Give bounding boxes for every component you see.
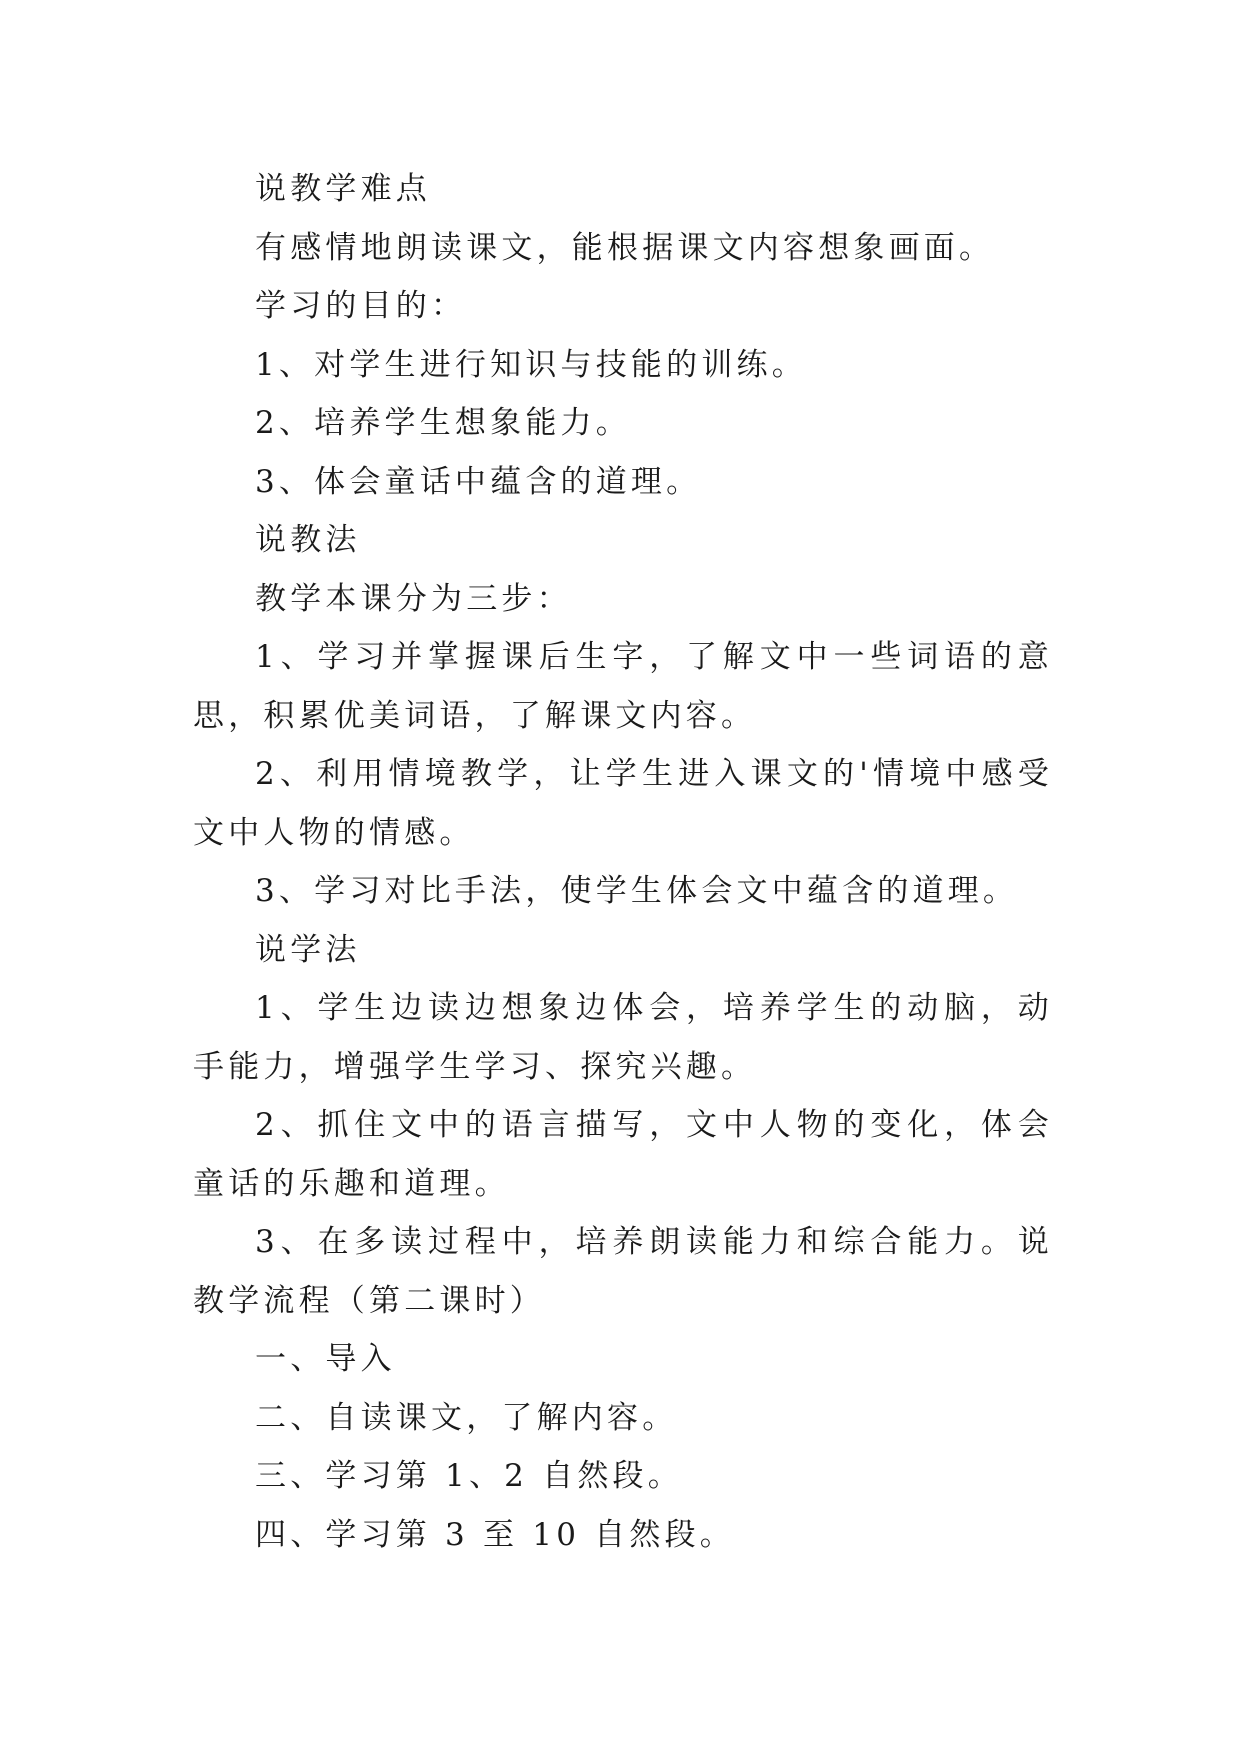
list-item: 3、体会童话中蕴含的道理。 [255, 463, 702, 500]
list-item: 3、学习对比手法，使学生体会文中蕴含的道理。 [255, 873, 1019, 909]
list-item: 1、对学生进行知识与技能的训练。 [255, 346, 807, 383]
heading-teaching-difficulty: 说教学难点 [255, 171, 431, 207]
heading-learning-goals: 学习的目的： [255, 288, 467, 324]
flow-step: 四、学习第 3 至 10 自然段。 [255, 1516, 735, 1553]
list-item: 3、在多读过程中，培养朗读能力和综合能力。说教学流程（第二课时） [193, 1224, 1053, 1319]
flow-step: 三、学习第 1、2 自然段。 [255, 1458, 683, 1494]
flow-step: 一、导入 [255, 1341, 396, 1377]
document-body [193, 160, 1053, 1564]
list-item: 2、抓住文中的语言描写，文中人物的变化，体会童话的乐趣和道理。 [193, 1107, 1053, 1202]
list-item: 2、利用情境教学，让学生进入课文的'情境中感受文中人物的情感。 [193, 756, 1053, 851]
paragraph: 教学本课分为三步： [255, 580, 572, 617]
paragraph: 有感情地朗读课文，能根据课文内容想象画面。 [255, 229, 995, 266]
list-item: 1、学习并掌握课后生字，了解文中一些词语的意思，积累优美词语，了解课文内容。 [193, 639, 1053, 734]
list-item: 1、学生边读边想象边体会，培养学生的动脑，动手能力，增强学生学习、探究兴趣。 [193, 990, 1053, 1085]
flow-step: 二、自读课文，了解内容。 [255, 1399, 678, 1436]
heading-teaching-method: 说教法 [255, 522, 361, 558]
list-item: 2、培养学生想象能力。 [255, 405, 631, 441]
heading-learning-method: 说学法 [255, 931, 361, 968]
